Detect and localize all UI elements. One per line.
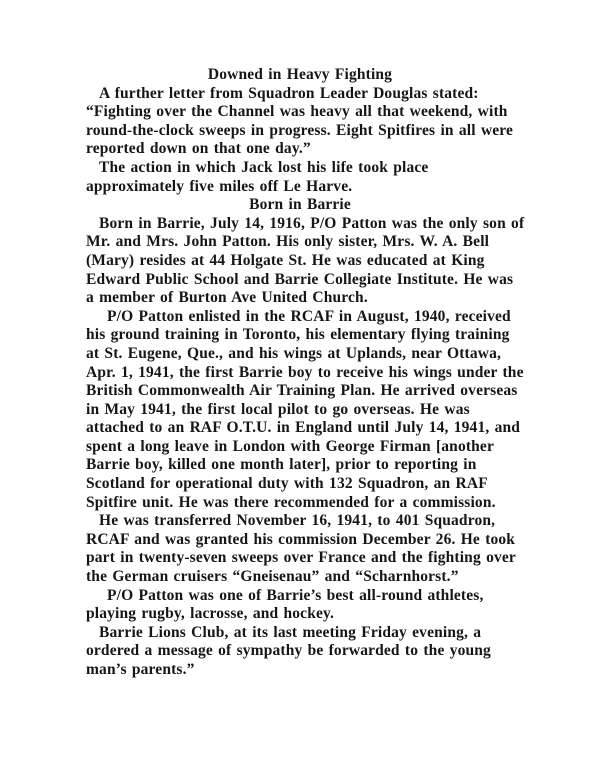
text-line: Spitfire unit. He was there recommended for a commission.: [86, 493, 496, 511]
text-line: attached to an RAF O.T.U. in England until July 14, 1941, and: [86, 419, 521, 437]
text-line: RCAF and was granted his commission December 26. He took: [86, 530, 516, 548]
article-text-block: [86, 66, 525, 680]
text-line: in May 1941, the first local pilot to go overseas. He was: [86, 400, 470, 418]
text-line: P/O Patton enlisted in the RCAF in August, 1940, received: [107, 307, 511, 325]
text-line: “Fighting over the Channel was heavy all that weekend, with: [86, 103, 508, 121]
text-line: reported down on that one day.”: [86, 140, 311, 158]
text-line: his ground training in Toronto, his elementary flying training: [86, 326, 510, 344]
text-line: at St. Eugene, Que., and his wings at Uplands, near Ottawa,: [86, 344, 502, 362]
text-line: round-the-clock sweeps in progress. Eight Spitfires in all were: [86, 121, 514, 139]
text-line: (Mary) resides at 44 Holgate St. He was educated at King: [86, 251, 485, 269]
text-line: playing rugby, lacrosse, and hockey.: [86, 605, 335, 623]
text-line: approximately five miles off Le Harve.: [86, 177, 353, 195]
text-line: the German cruisers “Gneisenau” and “Scharnhorst.”: [86, 568, 459, 586]
text-line: P/O Patton was one of Barrie’s best all-round athletes,: [107, 586, 484, 604]
text-line: a member of Burton Ave United Church.: [86, 289, 368, 307]
section-heading: Born in Barrie: [249, 196, 351, 214]
text-line: He was transferred November 16, 1941, to 401 Squadron,: [99, 512, 496, 530]
text-line: Born in Barrie, July 14, 1916, P/O Patton was the only son of: [99, 214, 525, 232]
text-line: Mr. and Mrs. John Patton. His only sister, Mrs. W. A. Bell: [86, 233, 490, 251]
text-line: ordered a message of sympathy be forwarded to the young: [86, 642, 491, 660]
text-line: spent a long leave in London with George Firman [another: [86, 437, 494, 455]
text-line: man’s parents.”: [86, 661, 195, 678]
text-line: British Commonwealth Air Training Plan. He arrived overseas: [86, 382, 518, 400]
text-line: Edward Public School and Barrie Collegiate Institute. He was: [86, 270, 514, 288]
article-title: Downed in Heavy Fighting: [207, 66, 393, 83]
text-line: Barrie Lions Club, at its last meeting Friday evening, a: [99, 623, 482, 641]
text-line: part in twenty-seven sweeps over France and the fighting over: [86, 549, 516, 567]
text-line: The action in which Jack lost his life took place: [99, 158, 429, 176]
text-line: A further letter from Squadron Leader Douglas stated:: [99, 84, 479, 102]
text-line: Apr. 1, 1941, the first Barrie boy to receive his wings under the: [86, 363, 524, 381]
text-line: Barrie boy, killed one month later], prior to reporting in: [86, 456, 477, 474]
text-line: Scotland for operational duty with 132 Squadron, an RAF: [86, 475, 488, 493]
